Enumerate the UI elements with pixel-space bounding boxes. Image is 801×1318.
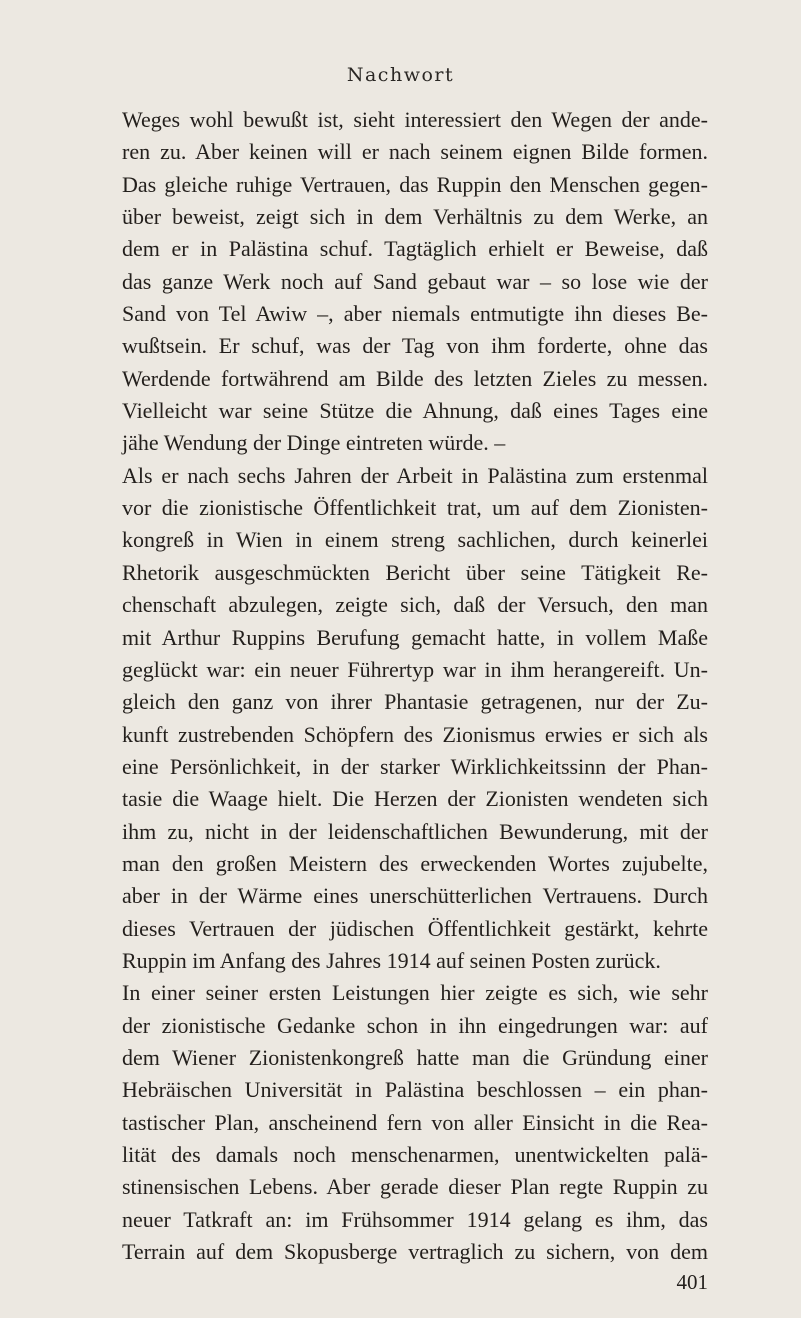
text-line: gleich den ganz von ihrer Phantasie getragenen, nur der Zu-: [122, 689, 708, 715]
text-line: chenschaft abzulegen, zeigte sich, daß der Versuch, den man: [122, 592, 708, 618]
text-line: Rhetorik ausgeschmückten Bericht über seine Tätigkeit Re-: [122, 559, 708, 585]
text-line: Werdende fortwährend am Bilde des letzten Zieles zu messen.: [122, 365, 708, 391]
text-line: Terrain auf dem Skopusberge vertraglich zu sichern, von dem: [122, 1239, 708, 1265]
text-line: stinensischen Lebens. Aber gerade dieser Plan regte Ruppin zu: [122, 1174, 708, 1200]
text-line: neuer Tatkraft an: im Frühsommer 1914 gelang es ihm, das: [122, 1206, 708, 1232]
text-line: wußtsein. Er schuf, was der Tag von ihm forderte, ohne das: [122, 333, 708, 359]
text-line: Als er nach sechs Jahren der Arbeit in Palästina zum erstenmal: [122, 462, 708, 488]
text-line: mit Arthur Ruppins Berufung gemacht hatte, in vollem Maße: [122, 624, 708, 650]
text-line: ren zu. Aber keinen will er nach seinem eignen Bilde formen.: [122, 139, 708, 165]
text-line: geglückt war: ein neuer Führertyp war in ihm herangereift. Un-: [122, 656, 708, 682]
text-line: kongreß in Wien in einem streng sachlichen, durch keinerlei: [122, 527, 708, 553]
text-line: Ruppin im Anfang des Jahres 1914 auf seinen Posten zurück.: [122, 947, 661, 973]
text-line: man den großen Meistern des erweckenden Wortes zujubelte,: [122, 850, 708, 876]
text-line: dieses Vertrauen der jüdischen Öffentlichkeit gestärkt, kehrte: [122, 915, 708, 941]
text-line: aber in der Wärme eines unerschütterlichen Vertrauens. Durch: [122, 883, 708, 909]
text-line: dem er in Palästina schuf. Tagtäglich erhielt er Beweise, daß: [122, 236, 708, 262]
text-line: jähe Wendung der Dinge eintreten würde. –: [122, 430, 506, 456]
text-line: kunft zustrebenden Schöpfern des Zionismus erwies er sich als: [122, 721, 708, 747]
text-line: Sand von Tel Awiw –, aber niemals entmutigte ihn dieses Be-: [122, 301, 708, 327]
text-line: Hebräischen Universität in Palästina beschlossen – ein phan-: [122, 1077, 708, 1103]
text-line: tasie die Waage hielt. Die Herzen der Zionisten wendeten sich: [122, 786, 708, 812]
text-line: das ganze Werk noch auf Sand gebaut war – so lose wie der: [122, 268, 708, 294]
text-line: vor die zionistische Öffentlichkeit trat, um auf dem Zionisten-: [122, 495, 708, 521]
text-line: eine Persönlichkeit, in der starker Wirklichkeitssinn der Phan-: [122, 753, 708, 779]
text-line: Weges wohl bewußt ist, sieht interessiert den Wegen der ande-: [122, 107, 708, 132]
text-line: über beweist, zeigt sich in dem Verhältnis zu dem Werke, an: [122, 204, 708, 230]
text-line: lität des damals noch menschenarmen, unentwickelten palä-: [122, 1142, 708, 1167]
text-line: In einer seiner ersten Leistungen hier zeigte es sich, wie sehr: [122, 980, 708, 1006]
page-number: 401: [676, 1270, 708, 1294]
body-text: [122, 104, 708, 1268]
text-line: Das gleiche ruhige Vertrauen, das Ruppin den Menschen gegen-: [122, 171, 708, 197]
text-line: tastischer Plan, anscheinend fern von aller Einsicht in die Rea-: [122, 1109, 708, 1135]
text-line: dem Wiener Zionistenkongreß hatte man die Gründung einer: [122, 1044, 708, 1070]
text-line: Vielleicht war seine Stütze die Ahnung, daß eines Tages eine: [122, 398, 708, 424]
text-line: ihm zu, nicht in der leidenschaftlichen Bewunderung, mit der: [122, 818, 708, 844]
running-head: Nachwort: [346, 64, 455, 86]
text-line: der zionistische Gedanke schon in ihn eingedrungen war: auf: [122, 1012, 708, 1038]
